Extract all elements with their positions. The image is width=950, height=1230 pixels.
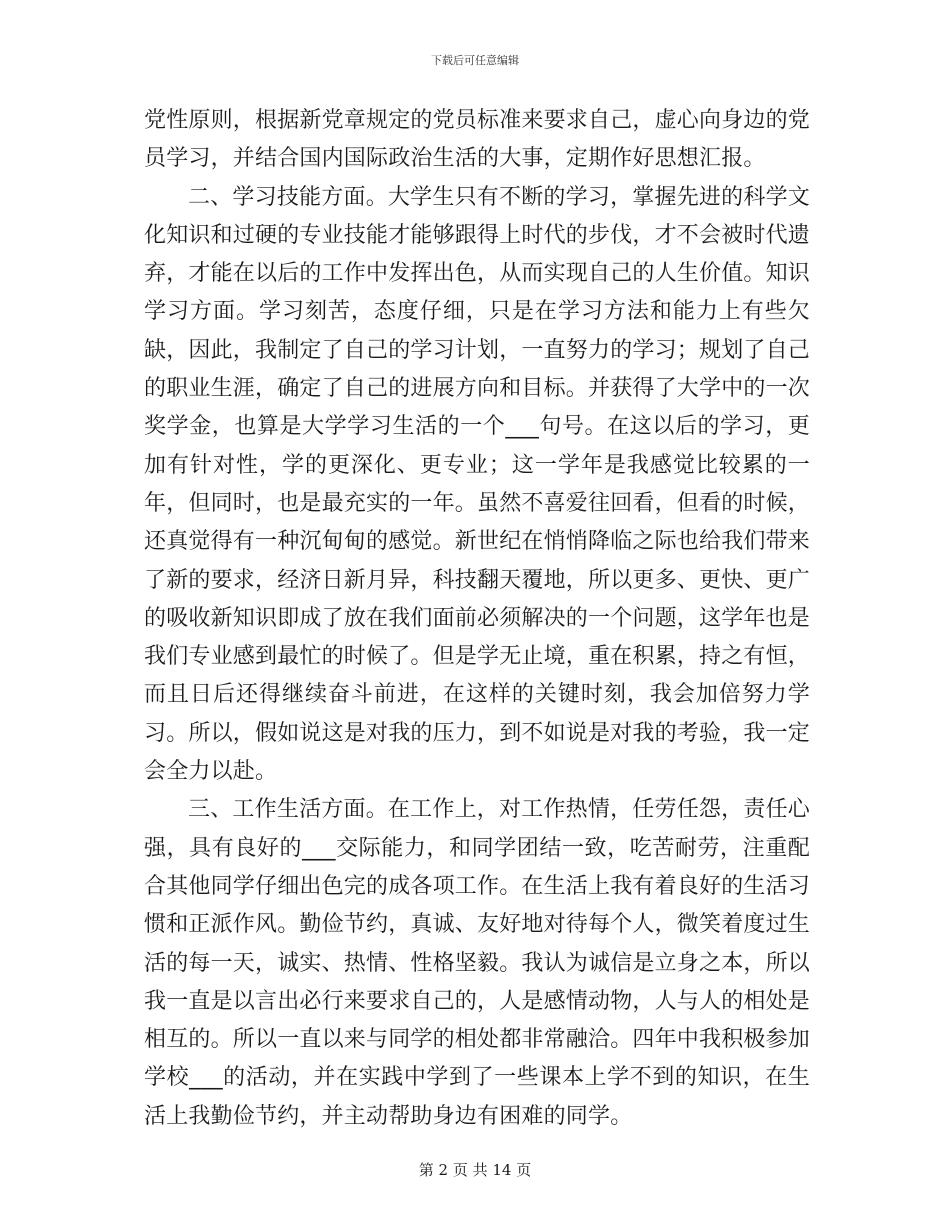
paragraph-work-life: 三、工作生活方面。在工作上，对工作热情，任劳任怨，责任心强，具有良好的___交际能力，和同学团结一致，吃苦耐劳，注重配合其他同学仔细出色完的成各项工作。在生活上我有着良好的生活习惯和正派作风。勤俭节约，真诚、友好地对待每个人，微笑着度过生活的每一天，诚实、热情、性格坚毅。我认为诚信是立身之本，所以我一直是以言出必行来要求自己的，人是感情动物，人与人的相处是相互的。所以一直以来与同学的相处都非常融洽。四年中我积极参加学校___的活动，并在实践中学到了一些课本上学不到的知识，在生活上我勤俭节约，并主动帮助身边有困难的同学。 bbox=[144, 797, 811, 1129]
page-number: 第 2 页 共 14 页 bbox=[418, 1161, 532, 1179]
paragraph-study-skills: 二、学习技能方面。大学生只有不断的学习，掌握先进的科学文化知识和过硬的专业技能才能够跟得上时代的步伐，才不会被时代遗弃，才能在以后的工作中发挥出色，从而实现自己的人生价值。知识学习方面。学习刻苦，态度仔细，只是在学习方法和能力上有些欠缺，因此，我制定了自己的学习计划，一直努力的学习；规划了自己的职业生涯，确定了自己的进展方向和目标。并获得了大学中的一次奖学金，也算是大学学习生活的一个___句号。在这以后的学习，更加有针对性，学的更深化、更专业；这一学年是我感觉比较累的一年，但同时，也是最充实的一年。虽然不喜爱往回看，但看的时候，还真觉得有一种沉甸甸的感觉。新世纪在悄悄降临之际也给我们带来了新的要求，经济日新月异，科技翻天覆地，所以更多、更快、更广的吸收新知识即成了放在我们面前必须解决的一个问题，这学年也是我们专业感到最忙的时候了。但是学无止境，重在积累，持之有恒，而且日后还得继续奋斗前进，在这样的关键时刻，我会加倍努力学习。所以，假如说这是对我的压力，到不如说是对我的考验，我一定会全力以赴。 bbox=[144, 184, 811, 785]
paragraph-party-principle: 党性原则，根据新党章规定的党员标准来要求自己，虚心向身边的党员学习，并结合国内国际政治生活的大事，定期作好思想汇报。 bbox=[144, 108, 811, 172]
document-body bbox=[144, 102, 810, 1136]
page-header-note: 下载后可任意编辑 bbox=[431, 54, 519, 67]
